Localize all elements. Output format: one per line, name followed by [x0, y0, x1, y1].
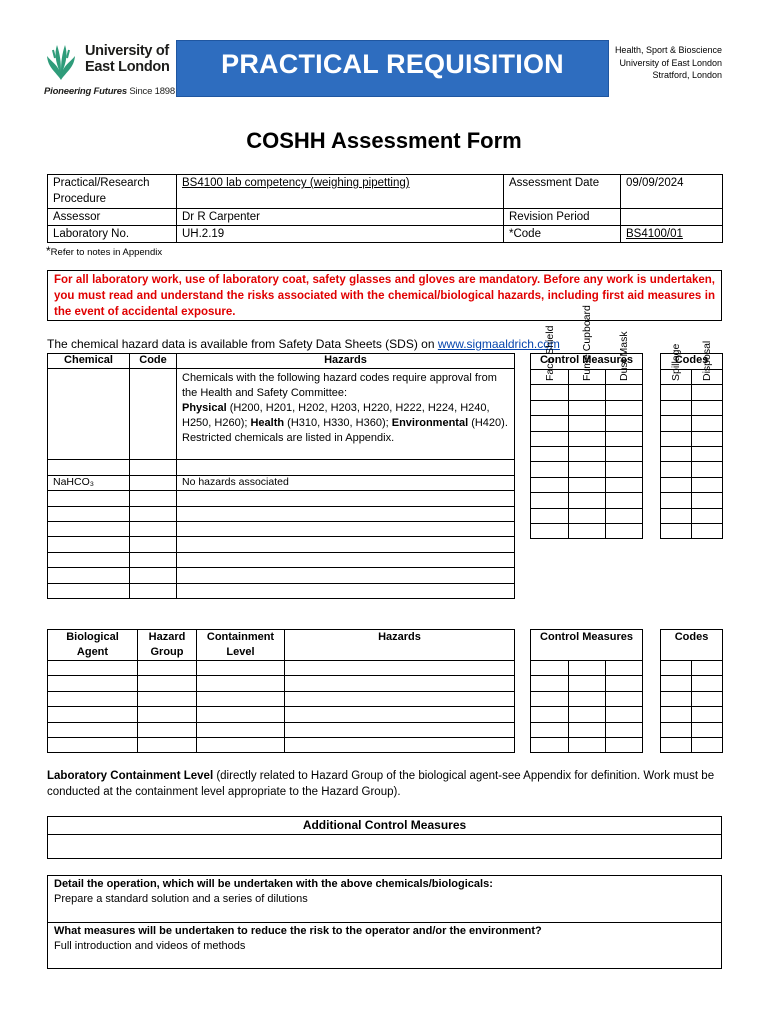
risk-reduction-question: What measures will be undertaken to reduce the risk to the operator and/or the environment? — [54, 925, 542, 937]
assessment-date-label: Assessment Date — [504, 175, 621, 209]
operation-question: Detail the operation, which will be undertaken with the above chemicals/biologicals: — [54, 878, 493, 890]
table-row[interactable] — [531, 477, 643, 492]
table-row[interactable] — [531, 737, 643, 752]
chemical-table — [47, 353, 515, 599]
containment-level-note: Laboratory Containment Level (directly related to Hazard Group of the biological agent-see Appendix for definition. Work must be conducted at the containment level appropriate to the Hazard Group). — [47, 770, 715, 798]
code-cell[interactable] — [130, 369, 177, 460]
laboratory-value[interactable]: UH.2.19 — [177, 226, 504, 243]
sds-link[interactable]: www.sigmaaldrich.com — [437, 337, 560, 351]
table-row[interactable] — [661, 737, 723, 752]
operation-details — [47, 875, 722, 969]
biological-agent-header: Biological Agent — [48, 630, 138, 661]
logo-name: University of East London — [85, 43, 170, 75]
table-row[interactable] — [48, 475, 515, 490]
table-row[interactable] — [48, 537, 515, 552]
table-row[interactable] — [661, 661, 723, 676]
table-row[interactable] — [531, 446, 643, 461]
table-row[interactable] — [531, 691, 643, 706]
table-row[interactable] — [48, 737, 515, 752]
fume-cupboard-header: Fume Cupboard — [569, 370, 606, 385]
table-row[interactable] — [661, 508, 723, 523]
revision-period-label: Revision Period — [504, 209, 621, 226]
table-row[interactable] — [48, 506, 515, 521]
table-row[interactable] — [661, 676, 723, 691]
safety-warning: For all laboratory work, use of laboratory coat, safety glasses and gloves are mandatory. Before any work is undertaken, you must read and understand the risks associated with the chemical/biological hazards, including first aid measures in the event of accidental exposure. — [47, 270, 722, 321]
code-label: *Code — [504, 226, 621, 243]
table-row[interactable] — [661, 477, 723, 492]
table-row[interactable] — [531, 431, 643, 446]
table-row[interactable] — [661, 446, 723, 461]
hazard-approval-text: Chemicals with the following hazard codes require approval from the Health and Safety Committee: Physical (H200, H201, H202, H203, H220, H222, H224, H240, H250, H260); Health (H310, H330, H360); Environmental (H420). Restricted chemicals are listed in Appendix. — [177, 369, 515, 460]
code-header: Code — [130, 354, 177, 369]
table-row[interactable] — [661, 707, 723, 722]
face-shield-header: Face Shield — [531, 370, 569, 385]
dust-mask-header: Dust Mask — [606, 370, 643, 385]
table-row[interactable] — [48, 691, 515, 706]
containment-level-header: Containment Level — [197, 630, 285, 661]
table-row[interactable] — [531, 400, 643, 415]
chemical-name[interactable]: NaHCO₃ — [48, 475, 130, 490]
table-row[interactable] — [531, 523, 643, 538]
department-address: Health, Sport & Bioscience University of East London Stratford, London — [614, 45, 722, 80]
laboratory-label: Laboratory No. — [48, 226, 177, 243]
practical-requisition-banner: PRACTICAL REQUISITION — [176, 40, 609, 97]
operation-answer[interactable]: Prepare a standard solution and a series of dilutions — [54, 893, 308, 905]
risk-reduction-section[interactable] — [48, 922, 721, 969]
hazards-header: Hazards — [177, 354, 515, 369]
table-row[interactable] — [661, 722, 723, 737]
table-row[interactable] — [48, 568, 515, 583]
procedure-value[interactable]: BS4100 lab competency (weighing pipetting) — [177, 175, 504, 209]
assessor-label: Assessor — [48, 209, 177, 226]
table-row[interactable] — [48, 491, 515, 506]
sds-note: The chemical hazard data is available from Safety Data Sheets (SDS) on www.sigmaaldrich.com — [47, 337, 560, 351]
table-row[interactable] — [661, 400, 723, 415]
table-row[interactable] — [48, 460, 515, 475]
table-row[interactable] — [531, 385, 643, 400]
page-title: COSHH Assessment Form — [246, 128, 522, 153]
biological-agent-table — [47, 629, 515, 753]
appendix-note: *Refer to notes in Appendix — [46, 244, 163, 258]
assessment-date-value[interactable]: 09/09/2024 — [621, 175, 723, 209]
table-row[interactable] — [531, 676, 643, 691]
chemical-header: Chemical — [48, 354, 130, 369]
table-row[interactable] — [661, 523, 723, 538]
table-row[interactable] — [531, 508, 643, 523]
codes-table — [660, 341, 723, 539]
operation-section[interactable] — [48, 876, 721, 922]
table-row[interactable] — [48, 722, 515, 737]
university-logo — [44, 40, 179, 100]
assessment-info-table — [47, 174, 723, 243]
table-row[interactable] — [531, 661, 643, 676]
assessor-value[interactable]: Dr R Carpenter — [177, 209, 504, 226]
table-row[interactable] — [661, 416, 723, 431]
revision-period-value[interactable] — [621, 209, 723, 226]
bio-control-measures-table — [530, 629, 643, 753]
disposal-header: Disposal — [692, 370, 723, 385]
table-row[interactable] — [531, 707, 643, 722]
table-row[interactable] — [661, 462, 723, 477]
code-value[interactable]: BS4100/01 — [621, 226, 723, 243]
table-row[interactable] — [661, 493, 723, 508]
table-row[interactable] — [48, 661, 515, 676]
table-row[interactable] — [531, 462, 643, 477]
additional-control-measures-title: Additional Control Measures — [48, 817, 721, 835]
bio-codes-header: Codes — [661, 630, 723, 661]
table-row[interactable] — [48, 676, 515, 691]
logo-tagline: Pioneering Futures Since 1898 — [44, 86, 175, 97]
bio-hazards-header: Hazards — [285, 630, 515, 661]
chemical-code[interactable] — [130, 475, 177, 490]
table-row[interactable] — [531, 722, 643, 737]
control-measures-header: Control Measures — [531, 354, 643, 370]
codes-header: Codes — [661, 354, 723, 370]
table-row[interactable] — [531, 493, 643, 508]
additional-control-measures-field[interactable] — [48, 835, 721, 858]
control-measures-table — [530, 305, 643, 539]
spillage-header: Spillage — [661, 370, 692, 385]
table-row[interactable] — [48, 707, 515, 722]
table-row[interactable] — [661, 691, 723, 706]
logo-emblem-icon — [44, 42, 78, 82]
risk-reduction-answer[interactable]: Full introduction and videos of methods — [54, 940, 246, 952]
table-row[interactable] — [661, 431, 723, 446]
table-row[interactable] — [48, 552, 515, 567]
table-row[interactable] — [531, 416, 643, 431]
table-row[interactable] — [48, 521, 515, 536]
procedure-label: Practical/Research Procedure — [48, 175, 177, 209]
chemical-cell[interactable] — [48, 369, 130, 460]
hazard-group-header: Hazard Group — [138, 630, 197, 661]
bio-control-measures-header: Control Measures — [531, 630, 643, 661]
table-row[interactable] — [661, 385, 723, 400]
additional-control-measures — [47, 816, 722, 859]
chemical-hazards[interactable]: No hazards associated — [177, 475, 515, 490]
bio-codes-table — [660, 629, 723, 753]
table-row[interactable] — [48, 583, 515, 598]
